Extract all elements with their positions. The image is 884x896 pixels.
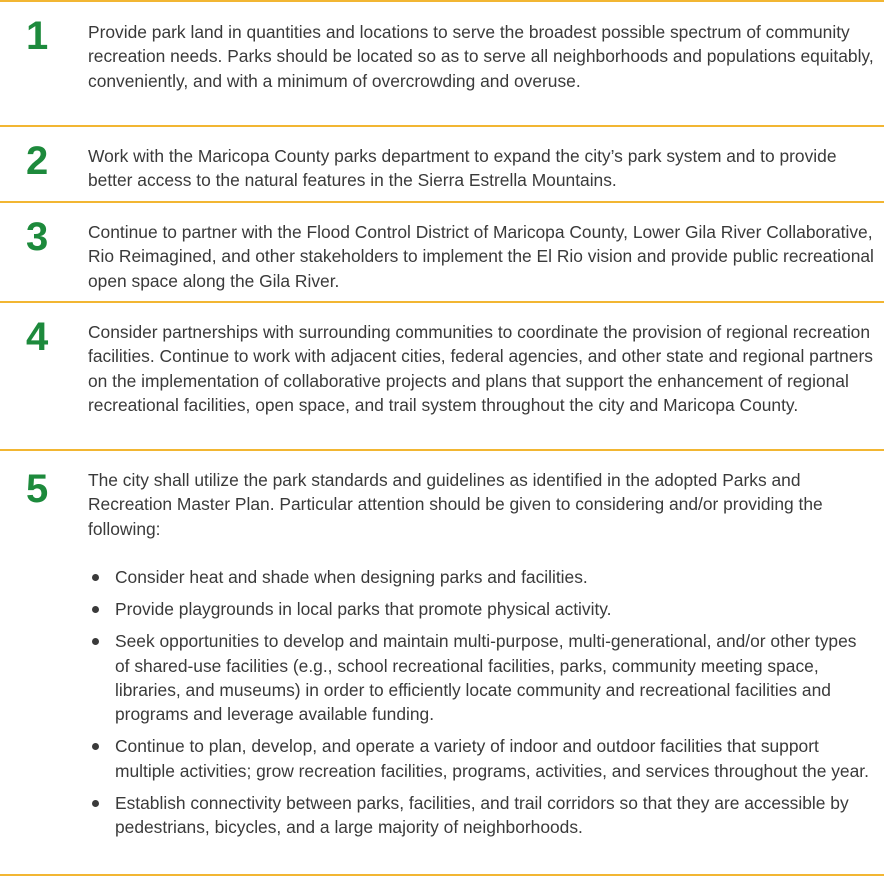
policy-item-2 <box>0 125 884 201</box>
policy-text: Work with the Maricopa County parks department to expand the city’s park system and to provide better access to the natural features in the Sierra Estrella Mountains. <box>88 146 837 191</box>
policy-number: 3 <box>26 215 49 259</box>
bullet-item <box>88 791 874 840</box>
policy-text: Consider partnerships with surrounding communities to coordinate the provision of regional recreation facilities. Continue to work with adjacent cities, federal agencies, and other state and regional partners on the implementation of collaborative projects and plans that support the enhancement of regional recreational facilities, open space, and trail system throughout the city and Maricopa County. <box>88 322 873 415</box>
bullet-item <box>88 734 874 783</box>
policy-text: Provide park land in quantities and locations to serve the broadest possible spectrum of community recreation needs. Parks should be located so as to serve all neighborhoods and populations equitably, conveniently, and with a minimum of overcrowding and overuse. <box>88 22 874 91</box>
policy-number: 4 <box>26 315 49 359</box>
bullet-icon <box>92 638 99 645</box>
policy-text: Continue to partner with the Flood Control District of Maricopa County, Lower Gila River Collaborative, Rio Reimagined, and other stakeholders to implement the El Rio vision and provide public recreational open space along the Gila River. <box>88 222 874 291</box>
bullet-icon <box>92 743 99 750</box>
policy-number: 2 <box>26 139 49 183</box>
bullet-item <box>88 629 874 726</box>
bullet-icon <box>92 606 99 613</box>
bullet-item <box>88 565 874 589</box>
bullet-text: Provide playgrounds in local parks that promote physical activity. <box>115 599 612 620</box>
bullet-text: Continue to plan, develop, and operate a variety of indoor and outdoor facilities that support multiple activities; grow recreation facilities, programs, activities, and services throughout the year. <box>115 736 869 781</box>
bullet-icon <box>92 574 99 581</box>
bullet-text: Consider heat and shade when designing parks and facilities. <box>115 566 588 587</box>
bullet-icon <box>92 800 99 807</box>
policy-bullet-list <box>88 565 874 840</box>
policy-item-4 <box>0 301 884 449</box>
policy-item-5 <box>0 449 884 876</box>
policy-number: 1 <box>26 14 49 58</box>
policy-item-1 <box>0 0 884 125</box>
bullet-text: Establish connectivity between parks, facilities, and trail corridors so that they are accessible by pedestrians, bicycles, and a large majority of neighborhoods. <box>115 792 849 838</box>
bullet-item <box>88 597 874 621</box>
policy-item-3 <box>0 201 884 301</box>
policy-number: 5 <box>26 467 49 511</box>
bullet-text: Seek opportunities to develop and maintain multi-purpose, multi-generational, and/or other types of shared-use facilities (e.g., school recreational facilities, parks, community meeting space, libraries, and museums) in order to efficiently locate community and recreational facilities and programs and leverage available funding. <box>115 631 857 725</box>
policy-text: The city shall utilize the park standards and guidelines as identified in the adopted Parks and Recreation Master Plan. Particular attention should be given to considering and/or providing the following: <box>88 470 823 539</box>
